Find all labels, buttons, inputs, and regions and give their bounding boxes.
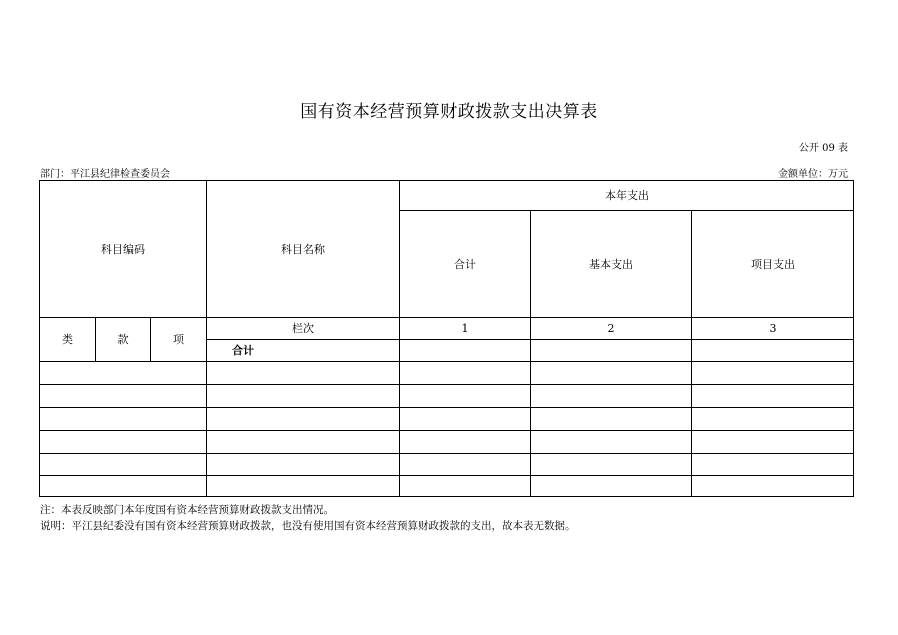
form-number: 公开 09 表 bbox=[798, 143, 848, 154]
grid-line bbox=[40, 453, 854, 454]
header-col2: 2 bbox=[607, 322, 615, 335]
grid-line bbox=[206, 339, 854, 340]
total-row-label: 合计 bbox=[232, 344, 254, 357]
header-project: 项目支出 bbox=[751, 257, 795, 271]
grid-line bbox=[40, 407, 854, 408]
grid-line bbox=[40, 384, 854, 385]
header-subject-name: 科目名称 bbox=[281, 242, 325, 256]
header-lanci: 栏次 bbox=[292, 322, 314, 335]
header-col3: 3 bbox=[769, 322, 777, 335]
unit-label: 金额单位：万元 bbox=[778, 169, 848, 180]
department-label: 部门：平江县纪律检查委员会 bbox=[40, 169, 170, 180]
expense-table bbox=[39, 180, 854, 497]
header-xiang: 项 bbox=[173, 333, 184, 346]
header-total: 合计 bbox=[454, 257, 476, 271]
header-lei: 类 bbox=[62, 333, 73, 346]
note-line: 注：本表反映部门本年度国有资本经营预算财政拨款支出情况。 bbox=[40, 504, 334, 516]
header-subject-code: 科目编码 bbox=[101, 242, 145, 256]
grid-line bbox=[40, 430, 854, 431]
explanation-line: 说明：平江县纪委没有国有资本经营预算财政拨款，也没有使用国有资本经营预算财政拨款的支出，故本表无数据。 bbox=[40, 520, 576, 532]
header-basic: 基本支出 bbox=[589, 257, 633, 271]
table-title: 国有资本经营预算财政拨款支出决算表 bbox=[300, 102, 598, 122]
header-col1: 1 bbox=[461, 322, 469, 335]
header-year-expense: 本年支出 bbox=[605, 189, 649, 202]
grid-line bbox=[40, 475, 854, 476]
header-kuan: 款 bbox=[117, 333, 129, 346]
grid-line bbox=[40, 361, 854, 362]
